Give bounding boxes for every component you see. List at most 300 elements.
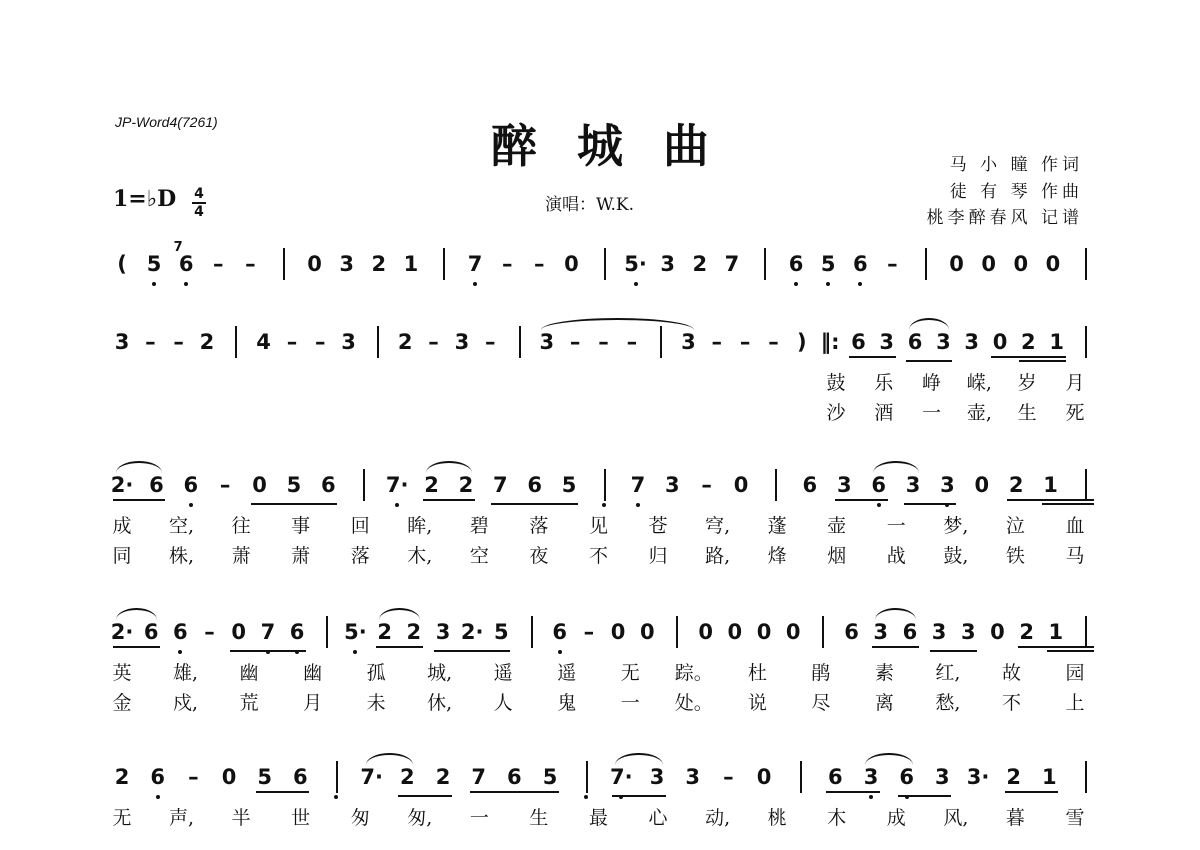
lyric-char: 事 — [291, 515, 311, 537]
slur — [116, 461, 162, 473]
octave-dot — [602, 503, 606, 507]
dash-extension: – — [501, 252, 513, 276]
lyric-char: 一 — [886, 515, 906, 537]
dash-extension: – — [484, 330, 496, 354]
note: 5 — [820, 252, 836, 276]
octave-dot — [869, 795, 873, 799]
note: ( — [117, 252, 127, 276]
lyric-char: 生 — [1017, 402, 1037, 424]
lyric-char: 未 — [366, 692, 386, 714]
lyric-char: 鹃 — [811, 662, 831, 684]
note: 0 — [1045, 252, 1061, 276]
note: 3 — [685, 765, 700, 789]
note: 3 — [960, 620, 976, 644]
dash-extension: – — [768, 330, 779, 354]
note: 2 — [406, 620, 422, 644]
note: 0 — [610, 620, 626, 644]
lyric-char: 壶 — [827, 515, 847, 537]
note: 2 — [435, 765, 451, 789]
octave-dot — [584, 795, 588, 799]
barline — [586, 761, 588, 793]
lyric-char: 匆, — [407, 807, 433, 829]
octave-dot — [334, 795, 338, 799]
lyric-char: 半 — [231, 807, 251, 829]
lyric-char: 英 — [112, 662, 132, 684]
note: 3 — [964, 330, 980, 354]
beam-underline — [434, 650, 510, 652]
time-signature-top: 4 — [194, 186, 204, 202]
beam-underline — [1047, 650, 1094, 652]
lyric-char: 月 — [303, 692, 323, 714]
lyric-char: 人 — [493, 692, 513, 714]
lyric-char: 木 — [827, 807, 847, 829]
note: 6 — [321, 473, 336, 497]
barline — [531, 616, 533, 648]
lyric-char: 匆 — [350, 807, 370, 829]
lyric-char: 红, — [935, 662, 961, 684]
note: 1 — [1049, 330, 1064, 354]
note: 5 — [561, 473, 577, 497]
slur — [426, 461, 472, 473]
lyric-char: 雄, — [173, 662, 199, 684]
note: 1 — [1042, 765, 1057, 789]
lyric-char: 风, — [943, 807, 969, 829]
note: 4 — [256, 330, 271, 354]
lyric-char: 乐 — [874, 372, 894, 394]
barline — [326, 616, 328, 648]
octave-dot — [794, 282, 798, 286]
octave-dot — [156, 795, 160, 799]
lyric-char: 成 — [886, 807, 906, 829]
note: ‖: — [820, 330, 840, 354]
lyric-char: 故 — [1001, 662, 1021, 684]
note: 6 — [183, 473, 199, 497]
dash-extension: – — [711, 330, 723, 354]
slur — [865, 753, 913, 765]
note: 3 — [114, 330, 130, 354]
dash-extension: – — [428, 330, 439, 354]
note: 0 — [698, 620, 713, 644]
lyric-char: 一 — [469, 807, 489, 829]
barline — [660, 326, 662, 358]
beam-underline — [230, 650, 306, 652]
lyric-char: 城, — [427, 662, 453, 684]
lyric-char: 生 — [529, 807, 549, 829]
lyric-char: 眸, — [407, 515, 433, 537]
lyric-char: 岁 — [1017, 372, 1037, 394]
lyric-char: 壶, — [966, 402, 992, 424]
lyric-char: 苍 — [648, 515, 668, 537]
lyric-char: 无 — [112, 807, 132, 829]
note: 2 — [199, 330, 215, 354]
octave-dot — [189, 503, 193, 507]
note: 0 — [221, 765, 237, 789]
lyric-char: 鬼 — [557, 692, 577, 714]
lyric-char: 回 — [350, 515, 370, 537]
barline — [822, 616, 824, 648]
lyric-char: 归 — [648, 545, 668, 567]
lyric-char: 沙 — [826, 402, 846, 424]
barline — [377, 326, 379, 358]
dash-extension: – — [188, 765, 199, 789]
note: 6 — [828, 765, 843, 789]
dash-extension: – — [887, 252, 898, 276]
dash-extension: – — [534, 252, 545, 276]
note: 2 — [377, 620, 392, 644]
beam-underline — [398, 795, 452, 797]
note: ) — [796, 330, 807, 354]
note: 2 — [424, 473, 439, 497]
note: 0 — [231, 620, 247, 644]
lyric-char: 踪。 — [674, 662, 713, 684]
note: 7 — [471, 765, 486, 789]
note: 3 — [454, 330, 470, 354]
dash-extension: – — [701, 473, 712, 497]
note: 2 — [397, 330, 413, 354]
note: 3· — [966, 765, 990, 789]
note: 5 — [146, 252, 162, 276]
grace-note: 7 — [173, 240, 183, 255]
lyric-char: 萧 — [231, 545, 251, 567]
note: 0 — [990, 620, 1005, 644]
note: 5 — [494, 620, 509, 644]
lyric-char: 血 — [1065, 515, 1085, 537]
note: 2 — [692, 252, 708, 276]
note: 6 — [899, 765, 914, 789]
note: 3 — [660, 252, 675, 276]
lyric-char: 株, — [169, 545, 195, 567]
lyric-char: 同 — [112, 545, 132, 567]
software-watermark: JP-Word4(7261) — [115, 114, 218, 130]
barline — [1085, 248, 1087, 280]
lyric-char: 烽 — [767, 545, 787, 567]
key-signature: 1=♭D — [113, 186, 177, 212]
beam-underline — [1042, 503, 1094, 505]
note: 0 — [785, 620, 801, 644]
barline — [604, 248, 606, 280]
lyric-char: 不 — [588, 545, 609, 567]
note: 6 — [802, 473, 818, 497]
note: 6 — [788, 252, 804, 276]
note: 5· — [344, 620, 367, 644]
note: 3 — [681, 330, 696, 354]
note: 3 — [649, 765, 665, 789]
note: 0 — [756, 620, 772, 644]
note: 2 — [400, 765, 415, 789]
lyric-char: 世 — [291, 807, 311, 829]
barline — [519, 326, 521, 358]
lyric-char: 往 — [231, 515, 251, 537]
dash-extension: – — [569, 330, 581, 354]
slur — [909, 318, 949, 330]
note: 7· — [610, 765, 633, 789]
octave-dot — [473, 282, 477, 286]
octave-dot — [178, 650, 182, 654]
lyric-char: 梦, — [943, 515, 969, 537]
lyric-char: 最 — [588, 807, 609, 829]
lyric-char: 孤 — [366, 662, 386, 684]
note: 3 — [836, 473, 852, 497]
note: 2· — [460, 620, 484, 644]
lyric-char: 戍, — [173, 692, 199, 714]
note: 0 — [639, 620, 655, 644]
note: 3 — [936, 330, 951, 354]
slur — [379, 608, 420, 620]
slur — [873, 461, 919, 473]
barline — [925, 248, 927, 280]
note: 7 — [630, 473, 646, 497]
score-line — [0, 765, 1200, 829]
lyric-char: 无 — [620, 662, 640, 684]
lyric-char: 暮 — [1005, 807, 1025, 829]
note: 5 — [286, 473, 302, 497]
lyric-char: 烟 — [827, 545, 847, 567]
note: 0 — [992, 330, 1008, 354]
lyric-char: 园 — [1065, 662, 1085, 684]
note: 6 — [902, 620, 918, 644]
octave-dot — [558, 650, 562, 654]
lyric-char: 战 — [886, 545, 906, 567]
note: 6 — [173, 620, 188, 644]
lyric-char: 不 — [1001, 692, 1021, 714]
lyric-char: 一 — [620, 692, 640, 714]
note: 0 — [727, 620, 743, 644]
lyric-char: 蓬 — [767, 515, 787, 537]
beam-underline — [872, 646, 919, 648]
note: 0 — [981, 252, 996, 276]
note: 6 — [552, 620, 568, 644]
note: 5 — [257, 765, 272, 789]
beam-underline — [904, 503, 956, 505]
lyric-char: 路, — [705, 545, 731, 567]
time-signature — [192, 187, 206, 219]
beam-underline — [906, 360, 952, 362]
lyric-char: 泣 — [1005, 515, 1025, 537]
note: 7· — [385, 473, 409, 497]
note: 6 — [527, 473, 543, 497]
dash-extension: – — [286, 330, 298, 354]
barline — [800, 761, 802, 793]
lyric-char: 成 — [112, 515, 132, 537]
note: 2 — [1019, 620, 1034, 644]
note: 6 — [851, 330, 866, 354]
note: 0 — [252, 473, 267, 497]
time-signature-bottom: 4 — [194, 204, 204, 220]
octave-dot — [826, 282, 830, 286]
barline — [283, 248, 285, 280]
lyric-char: 酒 — [874, 402, 894, 424]
lyric-char: 愁, — [935, 692, 961, 714]
barline — [676, 616, 678, 648]
lyric-char: 动, — [705, 807, 731, 829]
note: 5· — [624, 252, 647, 276]
octave-dot — [858, 282, 862, 286]
note: 0 — [974, 473, 990, 497]
barline — [443, 248, 445, 280]
slur — [116, 608, 157, 620]
note: 2 — [371, 252, 387, 276]
lyric-char: 素 — [874, 662, 894, 684]
note: 6 — [143, 620, 159, 644]
lyric-char: 遥 — [493, 662, 513, 684]
lyric-char: 处。 — [674, 692, 713, 714]
note: 7 — [260, 620, 276, 644]
octave-dot — [636, 503, 640, 507]
note: 0 — [307, 252, 322, 276]
barline — [363, 469, 365, 501]
lyric-char: 金 — [112, 692, 132, 714]
beam-underline — [113, 499, 165, 501]
note: 6 — [289, 620, 305, 644]
lyric-char: 夜 — [529, 545, 549, 567]
beam-underline — [930, 650, 977, 652]
note: 0 — [564, 252, 579, 276]
note: 2 — [1006, 765, 1021, 789]
lyric-char: 鼓, — [943, 545, 969, 567]
lyric-char: 心 — [648, 807, 668, 829]
note: 0 — [1013, 252, 1029, 276]
octave-dot — [353, 650, 357, 654]
beam-underline — [423, 499, 475, 501]
score-line — [0, 330, 1200, 424]
octave-dot — [634, 282, 638, 286]
note: 0 — [949, 252, 964, 276]
beam-underline — [470, 791, 559, 793]
note: 7· — [360, 765, 383, 789]
dash-extension: – — [245, 252, 256, 276]
slur — [615, 753, 663, 765]
lyric-char: 声, — [169, 807, 195, 829]
dash-extension: – — [213, 252, 224, 276]
dash-extension: – — [204, 620, 215, 644]
lyric-char: 遥 — [557, 662, 577, 684]
barline — [1085, 469, 1087, 501]
lyric-char: 空 — [469, 545, 489, 567]
note: 6 — [907, 330, 923, 354]
lyric-char: 萧 — [291, 545, 311, 567]
octave-dot — [877, 503, 881, 507]
dash-extension: – — [626, 330, 638, 354]
note: 3 — [931, 620, 947, 644]
beam-underline — [113, 646, 160, 648]
note: 2 — [458, 473, 474, 497]
lyric-char: 说 — [747, 692, 767, 714]
beam-underline — [991, 356, 1066, 358]
lyric-char: 休, — [427, 692, 453, 714]
note: 6 — [178, 252, 194, 276]
barline — [1085, 616, 1087, 648]
beam-underline — [251, 503, 338, 505]
dash-extension: – — [219, 473, 231, 497]
note: 3 — [940, 473, 955, 497]
transcriber-credit: 桃李醉春风 记谱 — [926, 208, 1083, 228]
note: 3 — [905, 473, 921, 497]
lyricist-credit: 马 小 瞳 作词 — [949, 155, 1083, 175]
dash-extension: – — [145, 330, 156, 354]
note: 2· — [110, 473, 134, 497]
note: 1 — [1048, 620, 1064, 644]
note: 7 — [493, 473, 508, 497]
lyric-char: 落 — [350, 545, 370, 567]
note: 2· — [110, 620, 134, 644]
dash-extension: – — [723, 765, 734, 789]
barline — [1085, 326, 1087, 358]
slur — [875, 608, 916, 620]
note: 6 — [149, 473, 164, 497]
note: 0 — [756, 765, 772, 789]
slur — [366, 753, 414, 765]
note: 6 — [507, 765, 522, 789]
beam-underline — [1018, 646, 1094, 648]
note: 1 — [1043, 473, 1058, 497]
beam-underline — [835, 499, 887, 501]
note: 0 — [733, 473, 749, 497]
barline — [235, 326, 237, 358]
lyric-char: 铁 — [1005, 545, 1025, 567]
note: 6 — [293, 765, 308, 789]
score-line — [0, 473, 1200, 567]
lyric-char: 月 — [1065, 372, 1085, 394]
note: 2 — [1021, 330, 1036, 354]
lyric-char: 幽 — [303, 662, 323, 684]
dash-extension: – — [173, 330, 184, 354]
beam-underline — [849, 356, 895, 358]
dash-extension: – — [598, 330, 609, 354]
slur — [541, 318, 695, 330]
lyric-char: 桃 — [767, 807, 787, 829]
beam-underline — [491, 503, 578, 505]
note: 3 — [339, 252, 354, 276]
lyric-char: 穹, — [705, 515, 731, 537]
lyric-char: 马 — [1065, 545, 1085, 567]
note: 3 — [664, 473, 680, 497]
composer-credit: 徒 有 琴 作曲 — [949, 182, 1083, 202]
note: 6 — [852, 252, 868, 276]
lyric-char: 雪 — [1065, 807, 1085, 829]
barline — [336, 761, 338, 793]
note: 5 — [542, 765, 558, 789]
lyric-char: 落 — [529, 515, 549, 537]
lyric-char: 幽 — [239, 662, 259, 684]
lyric-char: 上 — [1065, 692, 1085, 714]
lyric-char: 木, — [407, 545, 433, 567]
beam-underline — [826, 791, 880, 793]
singer-credit: 演唱：W.K. — [545, 195, 635, 215]
note: 1 — [403, 252, 419, 276]
octave-dot — [184, 282, 188, 286]
note: 3 — [935, 765, 950, 789]
dash-extension: – — [739, 330, 751, 354]
lyric-char: 见 — [588, 515, 609, 537]
octave-dot — [152, 282, 156, 286]
note: 3 — [879, 330, 895, 354]
beam-underline — [1005, 791, 1059, 793]
beam-underline — [376, 646, 423, 648]
barline — [604, 469, 606, 501]
note: 2 — [114, 765, 130, 789]
note: 3 — [435, 620, 451, 644]
barline — [764, 248, 766, 280]
dash-extension: – — [315, 330, 326, 354]
beam-underline — [1019, 360, 1065, 362]
lyric-char: 离 — [874, 692, 894, 714]
beam-underline — [256, 791, 310, 793]
note: 2 — [1008, 473, 1024, 497]
note: 6 — [844, 620, 859, 644]
beam-underline — [898, 795, 952, 797]
lyric-char: 死 — [1065, 402, 1085, 424]
note: 6 — [871, 473, 886, 497]
